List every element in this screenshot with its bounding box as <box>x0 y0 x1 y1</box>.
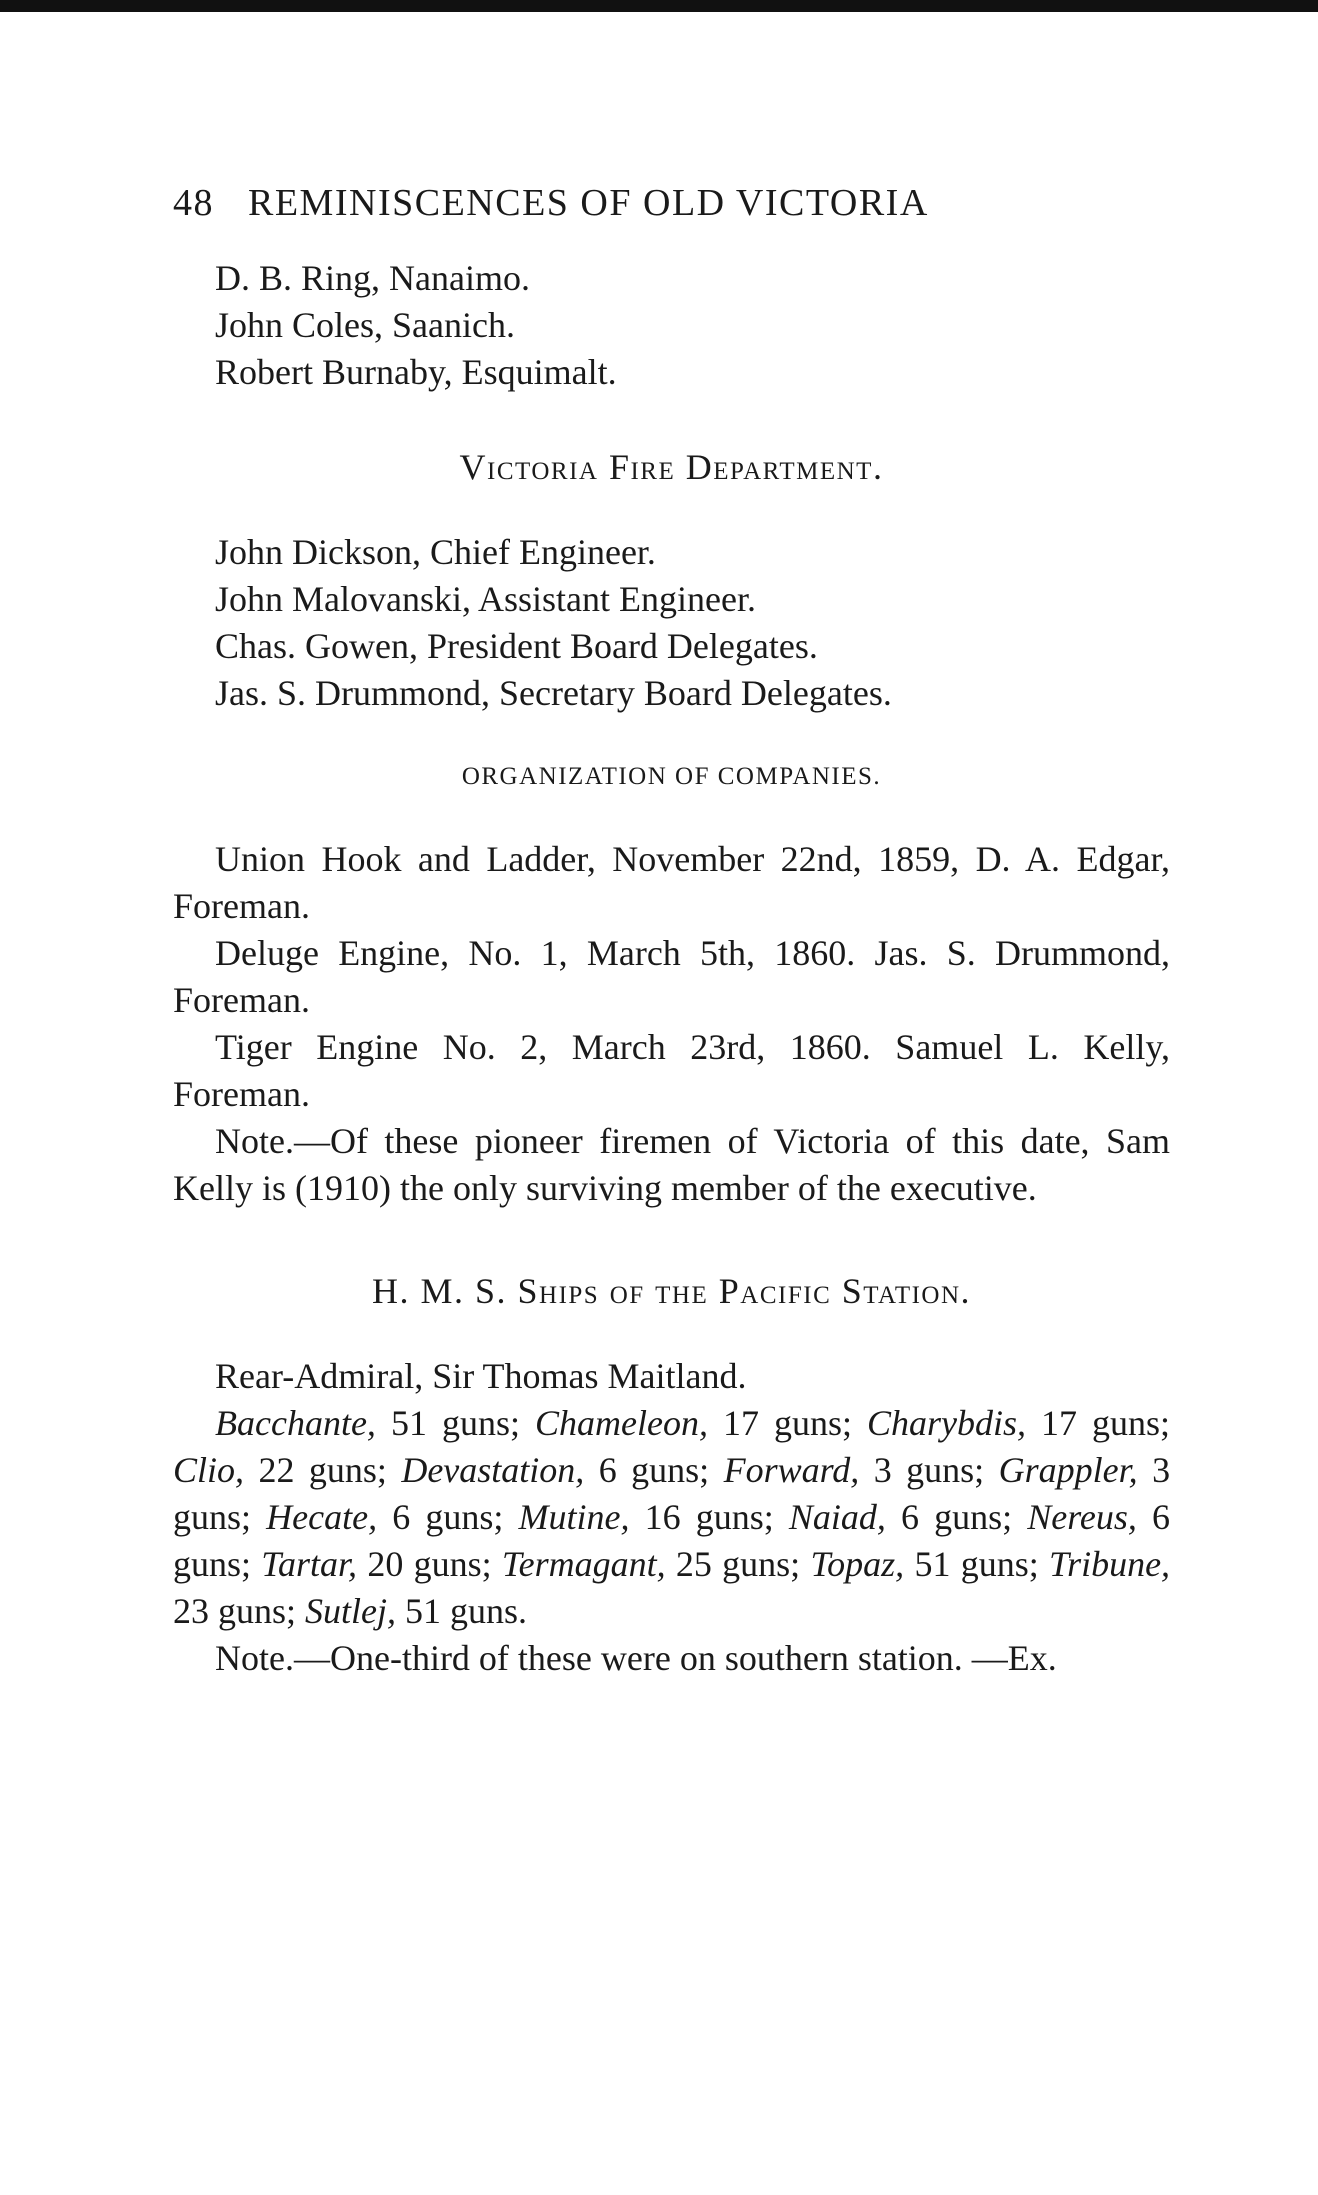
ship-guns: 51 guns. <box>396 1591 528 1631</box>
ship-guns: 20 guns; <box>357 1544 492 1584</box>
member-line: Robert Burnaby, Esquimalt. <box>215 352 617 392</box>
fire-officers-list <box>173 529 1170 717</box>
members-list <box>173 255 1170 396</box>
ship-name: Charybdis, <box>867 1403 1027 1443</box>
running-title: REMINISCENCES OF OLD VICTORIA <box>248 182 929 224</box>
ship-name: Devastation, <box>401 1450 585 1490</box>
running-head <box>173 180 1170 227</box>
ship-guns: 16 guns; <box>629 1497 774 1537</box>
ship-guns: 25 guns; <box>665 1544 801 1584</box>
officer-line: John Dickson, Chief Engineer. <box>215 532 656 572</box>
ship-name: Clio, <box>173 1450 245 1490</box>
ship-guns: 17 guns; <box>707 1403 852 1443</box>
ship-guns: 6 guns; <box>584 1450 710 1490</box>
officer-line: John Malovanski, Assistant Engineer. <box>215 579 756 619</box>
companies-heading: ORGANIZATION OF COMPANIES. <box>461 763 882 790</box>
ship-name: Tribune, <box>1049 1544 1171 1584</box>
ship-name: Tartar, <box>261 1544 358 1584</box>
rear-admiral-line: Rear-Admiral, Sir Thomas Maitland. <box>215 1356 747 1396</box>
ship-name: Termagant, <box>501 1544 666 1584</box>
ship-guns: 17 guns; <box>1026 1403 1171 1443</box>
company-entry: Tiger Engine No. 2, March 23rd, 1860. Samuel L. Kelly, Foreman. <box>173 1027 1170 1114</box>
ship-name: Chameleon, <box>534 1403 708 1443</box>
ship-guns: 3 guns; <box>173 1450 1171 1537</box>
ship-name: Mutine, <box>518 1497 630 1537</box>
book-page <box>173 180 1170 1682</box>
ship-guns: 22 guns; <box>244 1450 387 1490</box>
ship-name: Naiad, <box>788 1497 886 1537</box>
ship-name: Hecate, <box>266 1497 378 1537</box>
member-line: D. B. Ring, Nanaimo. <box>215 258 530 298</box>
ship-guns: 6 guns; <box>377 1497 504 1537</box>
ship-name: Forward, <box>723 1450 860 1490</box>
officer-line: Jas. S. Drummond, Secretary Board Delegates. <box>215 673 892 713</box>
companies-list <box>173 836 1170 1212</box>
ship-name: Bacchante, <box>215 1403 376 1443</box>
fire-department-heading: Victoria Fire Department. <box>459 447 884 487</box>
ship-name: Sutlej, <box>305 1591 396 1631</box>
ship-guns: 23 guns; <box>173 1591 297 1631</box>
ship-name: Nereus, <box>1027 1497 1137 1537</box>
ship-guns: 6 guns; <box>173 1497 1171 1584</box>
ship-guns: 3 guns; <box>859 1450 985 1490</box>
page-top-edge <box>0 0 1318 12</box>
officer-line: Chas. Gowen, President Board Delegates. <box>215 626 818 666</box>
ship-guns: 51 guns; <box>375 1403 520 1443</box>
company-entry: Deluge Engine, No. 1, March 5th, 1860. Jas. S. Drummond, Foreman. <box>173 933 1170 1020</box>
company-entry: Union Hook and Ladder, November 22nd, 1859, D. A. Edgar, Foreman. <box>173 839 1170 926</box>
ships-heading: H. M. S. Ships of the Pacific Station. <box>371 1271 972 1311</box>
ship-guns: 6 guns; <box>885 1497 1013 1537</box>
ship-name: Grappler, <box>998 1450 1138 1490</box>
member-line: John Coles, Saanich. <box>215 305 515 345</box>
ship-name: Topaz, <box>810 1544 905 1584</box>
companies-note: Note.—Of these pioneer firemen of Victoria of this date, Sam Kelly is (1910) the only surviving member of the executive. <box>173 1121 1170 1208</box>
ships-note: Note.—One-third of these were on southern station. —Ex. <box>215 1638 1057 1678</box>
page-number: 48 <box>173 182 214 224</box>
ship-guns: 51 guns; <box>904 1544 1039 1584</box>
ships-list <box>173 1400 1170 1635</box>
